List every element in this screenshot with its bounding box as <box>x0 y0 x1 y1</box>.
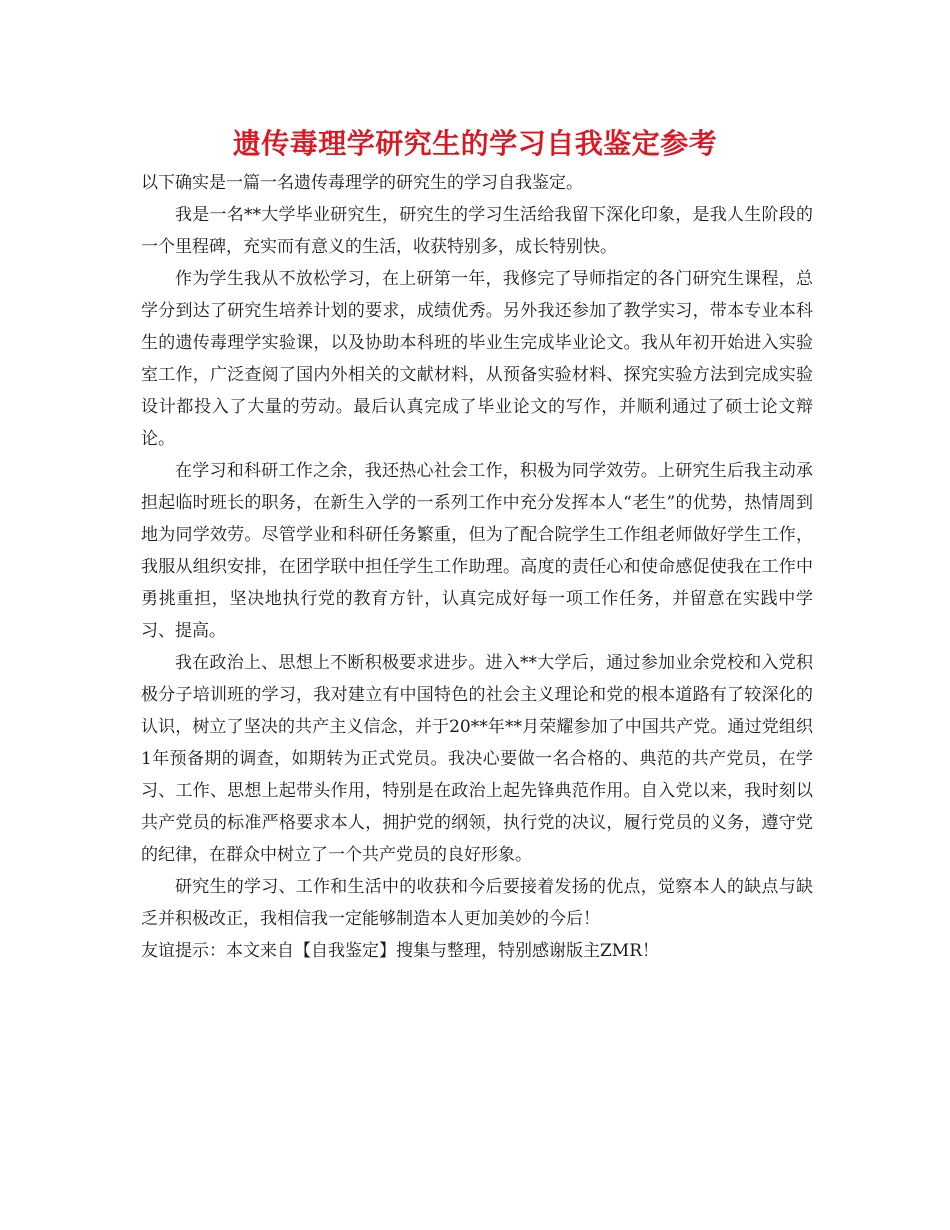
document-body <box>141 167 813 967</box>
paragraph-1: 我是一名**大学毕业研究生，研究生的学习生活给我留下深化印象，是我人生阶段的一个里程碑，充实而有意义的生活，收获特别多，成长特别快。 <box>141 205 813 257</box>
paragraph-4: 我在政治上、思想上不断积极要求进步。进入**大学后，通过参加业余党校和入党积极分子培训班的学习，我对建立有中国特色的社会主义理论和党的根本道路有了较深化的认识，树立了坚决的共产主义信念，并于20**年**月荣耀参加了中国共产党。通过党组织1年预备期的调查，如期转为正式党员。我决心要做一名合格的、典范的共产党员，在学习、工作、思想上起带头作用，特别是在政治上起先锋典范作用。自入党以来，我时刻以共产党员的标准严格要求本人，拥护党的纲领，执行党的决议，履行党员的义务，遵守党的纪律，在群众中树立了一个共产党员的良好形象。 <box>141 653 813 865</box>
intro-line: 以下确实是一篇一名遗传毒理学的研究生的学习自我鉴定。 <box>141 173 583 193</box>
paragraph-3: 在学习和科研工作之余，我还热心社会工作，积极为同学效劳。上研究生后我主动承担起临时班长的职务，在新生入学的一系列工作中充分发挥本人“老生”的优势，热情周到地为同学效劳。尽管学业和科研任务繁重，但为了配合院学生工作组老师做好学生工作，我服从组织安排，在团学联中担任学生工作助理。高度的责任心和使命感促使我在工作中勇挑重担，坚决地执行党的教育方针，认真完成好每一项工作任务，并留意在实践中学习、提高。 <box>141 461 813 641</box>
paragraph-5: 研究生的学习、工作和生活中的收获和今后要接着发扬的优点，觉察本人的缺点与缺乏并积极改正，我相信我一定能够制造本人更加美妙的今后！ <box>141 877 813 929</box>
footer-note: 友谊提示：本文来自【自我鉴定】搜集与整理，特别感谢版主ZMR！ <box>141 941 660 961</box>
paragraph-2: 作为学生我从不放松学习，在上研第一年，我修完了导师指定的各门研究生课程，总学分到达了研究生培养计划的要求，成绩优秀。另外我还参加了教学实习，带本专业本科生的遗传毒理学实验课，以及协助本科班的毕业生完成毕业论文。我从年初开始进入实验室工作，广泛查阅了国内外相关的文献材料，从预备实验材料、探究实验方法到完成实验设计都投入了大量的劳动。最后认真完成了毕业论文的写作，并顺利通过了硕士论文辩论。 <box>141 269 813 449</box>
document-title: 遗传毒理学研究生的学习自我鉴定参考 <box>232 127 718 160</box>
